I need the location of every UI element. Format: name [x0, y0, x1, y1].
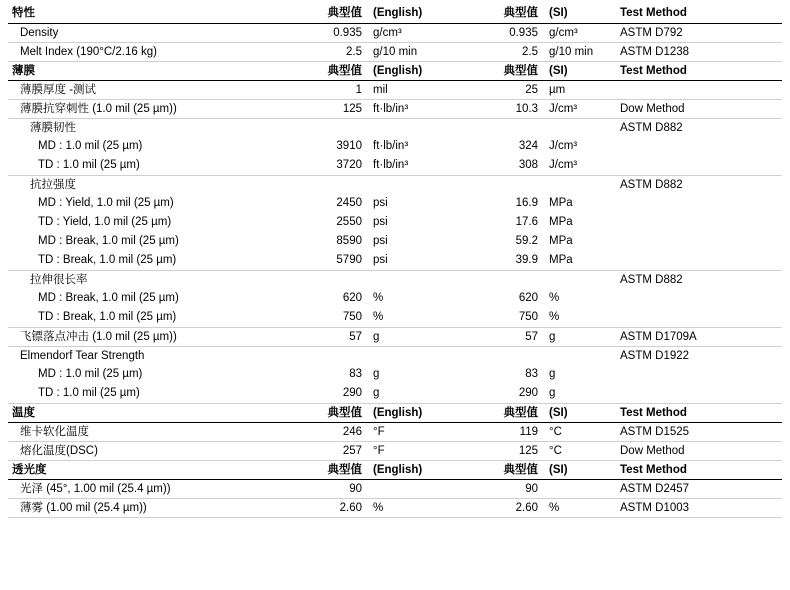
row-test-method: ASTM D2457 [620, 482, 690, 495]
row-english-unit [368, 480, 446, 485]
row-test-method: Dow Method [620, 102, 685, 115]
row-si-value: 750 [518, 311, 538, 323]
row-test-method [614, 137, 782, 142]
row-english-unit: mil [373, 83, 388, 96]
header-test-method: Test Method [620, 406, 687, 419]
row-english-unit: ft·lb/in³ [373, 102, 409, 115]
row-english-value [280, 347, 368, 352]
row-label: 维卡软化温度 [20, 425, 89, 438]
header-si-label: (SI) [549, 406, 568, 419]
row-english-unit: psi [373, 197, 388, 209]
row-si-value: 0.935 [509, 26, 538, 39]
section-header-optical [8, 460, 782, 479]
row-label: MD : 1.0 mil (25 µm) [38, 368, 143, 380]
row-test-method: ASTM D1922 [620, 349, 690, 362]
row-english-unit: ft·lb/in³ [373, 159, 409, 171]
row-english-value: 3720 [336, 159, 362, 171]
row-english-value: 290 [342, 387, 362, 399]
row-si-unit: °C [549, 425, 562, 438]
header-si-value: 典型值 [503, 64, 538, 77]
row-si-value: 10.3 [515, 102, 538, 115]
row-si-unit: J/cm³ [549, 159, 578, 171]
table-row [8, 80, 782, 99]
row-test-method: ASTM D792 [620, 26, 683, 39]
row-label: 抗拉强度 [30, 178, 76, 191]
header-test-method: Test Method [620, 7, 687, 19]
header-english-label: (English) [373, 463, 423, 476]
row-test-method [614, 308, 782, 313]
row-si-unit: MPa [549, 197, 573, 209]
row-si-unit: g/cm³ [549, 26, 578, 39]
row-si-value: 59.2 [515, 235, 538, 247]
header-si-label: (SI) [549, 7, 568, 19]
row-si-value [446, 271, 544, 276]
row-english-unit [368, 119, 446, 124]
header-test-method: Test Method [620, 64, 687, 77]
row-english-unit [368, 176, 446, 181]
row-english-value: 2.60 [339, 501, 362, 514]
row-english-value: 57 [349, 330, 362, 343]
row-si-value: 2.60 [515, 501, 538, 514]
header-si-value: 典型值 [503, 406, 538, 419]
row-si-value [446, 119, 544, 124]
row-label: 拉伸很长率 [30, 273, 88, 286]
row-si-unit: g [549, 368, 556, 380]
row-si-unit: MPa [549, 254, 573, 266]
row-english-value [280, 119, 368, 124]
row-test-method: Dow Method [620, 444, 685, 457]
row-english-value: 750 [342, 311, 362, 323]
table-header-row [8, 4, 782, 23]
row-english-value: 620 [342, 292, 362, 304]
row-label: TD : 1.0 mil (25 µm) [38, 159, 140, 171]
row-si-unit: % [549, 292, 560, 304]
row-english-unit: % [373, 292, 384, 304]
section-title: 温度 [12, 406, 35, 419]
table-row [8, 289, 782, 308]
row-test-method [614, 81, 782, 86]
row-english-unit: psi [373, 254, 388, 266]
row-si-value: 57 [525, 330, 538, 343]
row-english-unit: % [373, 311, 384, 323]
section-header-temperature [8, 403, 782, 422]
row-label: MD : Yield, 1.0 mil (25 µm) [38, 197, 174, 209]
row-english-value: 83 [349, 368, 362, 380]
table-row [8, 327, 782, 346]
row-english-unit: psi [373, 235, 388, 247]
table-row [8, 498, 782, 517]
row-label: 熔化温度(DSC) [20, 444, 98, 457]
row-test-method [614, 289, 782, 294]
table-row [8, 194, 782, 213]
row-si-value: 2.5 [522, 45, 538, 58]
table-row [8, 118, 782, 137]
row-english-unit [368, 271, 446, 276]
row-label: 薄膜韧性 [30, 121, 76, 134]
row-test-method: ASTM D882 [620, 273, 683, 286]
row-english-unit: g/cm³ [373, 26, 402, 39]
row-label: 薄膜抗穿刺性 (1.0 mil (25 µm)) [20, 102, 177, 115]
row-label: Melt Index (190°C/2.16 kg) [20, 45, 157, 58]
row-test-method: ASTM D1709A [620, 330, 697, 343]
row-english-value: 3910 [336, 140, 362, 152]
row-label: 光泽 (45°, 1.00 mil (25.4 µm)) [20, 482, 171, 495]
table-row [8, 384, 782, 403]
row-si-unit: % [549, 501, 560, 514]
row-label: TD : 1.0 mil (25 µm) [38, 387, 140, 399]
row-label: 飞镖落点冲击 (1.0 mil (25 µm)) [20, 330, 177, 343]
row-label: MD : Break, 1.0 mil (25 µm) [38, 292, 179, 304]
section-title: 透光度 [12, 463, 47, 476]
header-test-method: Test Method [620, 463, 687, 476]
row-label: MD : Break, 1.0 mil (25 µm) [38, 235, 179, 247]
row-label: Density [20, 26, 59, 39]
header-property: 特性 [12, 7, 35, 19]
row-si-value: 308 [518, 159, 538, 171]
table-row [8, 251, 782, 270]
row-label: 薄膜厚度 -测试 [20, 83, 97, 96]
row-si-value: 83 [525, 368, 538, 380]
row-si-value: 17.6 [515, 216, 538, 228]
row-si-value: 25 [525, 83, 538, 96]
header-english-value: 典型值 [327, 7, 362, 19]
row-label: 薄雾 (1.00 mil (25.4 µm)) [20, 501, 147, 514]
row-test-method [614, 232, 782, 237]
row-english-value: 90 [349, 482, 362, 495]
table-row [8, 346, 782, 365]
row-si-unit: °C [549, 444, 562, 457]
row-english-value: 5790 [336, 254, 362, 266]
table-row [8, 422, 782, 441]
row-si-value: 290 [518, 387, 538, 399]
row-si-unit: µm [549, 83, 566, 96]
row-english-unit: % [373, 501, 384, 514]
table-row [8, 232, 782, 251]
section-header-film [8, 61, 782, 80]
row-test-method [614, 156, 782, 161]
row-english-unit: g/10 min [373, 45, 418, 58]
row-si-value [446, 176, 544, 181]
row-si-unit [544, 176, 614, 181]
row-si-value [446, 347, 544, 352]
table-row [8, 23, 782, 42]
row-si-value: 16.9 [515, 197, 538, 209]
row-english-unit: g [373, 387, 380, 399]
row-test-method: ASTM D882 [620, 178, 683, 191]
row-english-unit [368, 347, 446, 352]
row-test-method: ASTM D1003 [620, 501, 690, 514]
properties-table [8, 4, 782, 518]
row-si-unit: J/cm³ [549, 102, 578, 115]
row-english-value: 257 [342, 444, 362, 457]
row-english-value: 0.935 [333, 26, 362, 39]
row-label: Elmendorf Tear Strength [20, 349, 145, 362]
row-english-value: 8590 [336, 235, 362, 247]
table-row [8, 441, 782, 460]
table-row [8, 42, 782, 61]
header-english-label: (English) [373, 406, 423, 419]
row-si-value: 324 [518, 140, 538, 152]
row-si-value: 39.9 [515, 254, 538, 266]
row-si-unit: g [549, 330, 556, 343]
row-test-method [614, 365, 782, 370]
row-si-unit: MPa [549, 216, 573, 228]
row-english-value: 2450 [336, 197, 362, 209]
row-english-value: 2.5 [346, 45, 362, 58]
row-si-unit: g [549, 387, 556, 399]
row-test-method [614, 194, 782, 199]
row-test-method: ASTM D1238 [620, 45, 690, 58]
row-si-unit: g/10 min [549, 45, 594, 58]
row-si-unit [544, 480, 614, 485]
header-english-value: 典型值 [327, 463, 362, 476]
header-english-value: 典型值 [327, 406, 362, 419]
header-si-label: (SI) [549, 64, 568, 77]
row-si-unit [544, 347, 614, 352]
table-row [8, 270, 782, 289]
header-si-label: (SI) [549, 463, 568, 476]
table-row [8, 156, 782, 175]
row-si-unit: MPa [549, 235, 573, 247]
row-test-method [614, 384, 782, 389]
section-title: 薄膜 [12, 64, 35, 77]
row-si-value: 90 [525, 482, 538, 495]
header-english-label: (English) [373, 7, 423, 19]
row-label: TD : Break, 1.0 mil (25 µm) [38, 311, 177, 323]
row-label: TD : Yield, 1.0 mil (25 µm) [38, 216, 172, 228]
row-label: MD : 1.0 mil (25 µm) [38, 140, 143, 152]
row-si-unit: % [549, 311, 560, 323]
table-row [8, 365, 782, 384]
row-english-unit: ft·lb/in³ [373, 140, 409, 152]
row-english-value [280, 176, 368, 181]
table-row [8, 99, 782, 118]
row-english-unit: °F [373, 425, 385, 438]
table-row [8, 308, 782, 327]
row-si-value: 620 [518, 292, 538, 304]
row-english-value [280, 271, 368, 276]
row-english-value: 2550 [336, 216, 362, 228]
header-si-value: 典型值 [503, 7, 538, 19]
row-english-value: 1 [355, 83, 362, 96]
table-row [8, 479, 782, 498]
header-english-value: 典型值 [327, 64, 362, 77]
row-english-unit: °F [373, 444, 385, 457]
row-si-value: 125 [518, 444, 538, 457]
row-test-method: ASTM D1525 [620, 425, 690, 438]
row-test-method: ASTM D882 [620, 121, 683, 134]
row-english-value: 125 [342, 102, 362, 115]
header-si-value: 典型值 [503, 463, 538, 476]
table-row [8, 213, 782, 232]
row-test-method [614, 251, 782, 256]
header-english-label: (English) [373, 64, 423, 77]
row-test-method [614, 213, 782, 218]
row-english-unit: g [373, 368, 380, 380]
row-english-unit: psi [373, 216, 388, 228]
table-row [8, 137, 782, 156]
row-label: TD : Break, 1.0 mil (25 µm) [38, 254, 177, 266]
row-si-value: 119 [519, 425, 538, 438]
row-si-unit: J/cm³ [549, 140, 578, 152]
row-si-unit [544, 119, 614, 124]
row-english-unit: g [373, 330, 380, 343]
row-english-value: 246 [342, 425, 362, 438]
row-si-unit [544, 271, 614, 276]
table-row [8, 175, 782, 194]
